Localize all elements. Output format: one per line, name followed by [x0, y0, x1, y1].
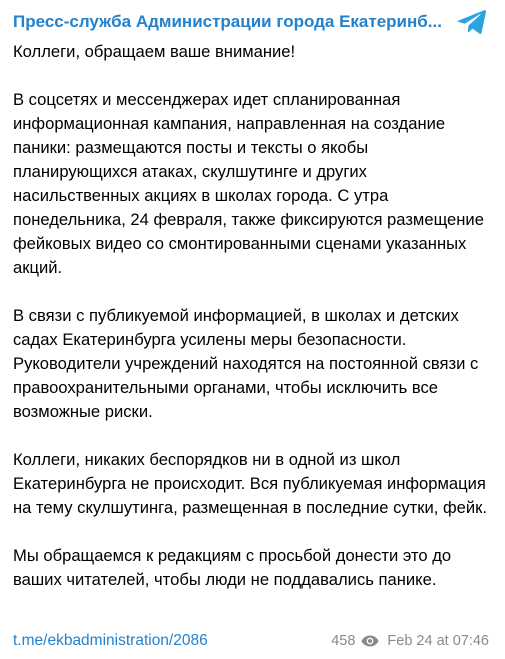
- post-paragraph: В связи с публикуемой информацией, в школах и детских садах Екатеринбурга усилены меры безопасности. Руководители учреждений находятся на постоянной связи с правоохранительными органами, чтобы исключить все возможные риски.: [13, 306, 479, 421]
- eye-icon: [361, 635, 379, 647]
- post-meta: [331, 633, 489, 649]
- post-permalink[interactable]: t.me/ekbadministration/2086: [13, 632, 208, 649]
- post-paragraph: В соцсетях и мессенджерах идет спланированная информационная кампания, направленная на создание паники: размещаются посты и тексты о якобы планирующихся атаках, скулшутинге и других насильственных акциях в школах города. С утра понедельника, 24 февраля, также фиксируются размещение фейковых видео со смонтированными сценами указанных акций.: [13, 90, 484, 277]
- post-text: [13, 40, 489, 592]
- post-footer: [13, 630, 489, 652]
- view-count: 458: [331, 633, 356, 649]
- post-paragraph: Коллеги, никаких беспорядков ни в одной из школ Екатеринбурга не происходит. Вся публикуемая информация на тему скулшутинга, размещенная в последние сутки, фейк.: [13, 450, 488, 517]
- post-header: [13, 10, 489, 34]
- channel-name-link[interactable]: Пресс-служба Администрации города Екатеринб...: [13, 12, 442, 31]
- post-paragraph: Мы обращаемся к редакциям с просьбой донести это до ваших читателей, чтобы люди не поддавались панике.: [13, 546, 452, 589]
- post-date: Feb 24 at 07:46: [387, 633, 489, 649]
- telegram-icon[interactable]: [457, 9, 487, 35]
- post-paragraph: Коллеги, обращаем ваше внимание!: [13, 42, 296, 61]
